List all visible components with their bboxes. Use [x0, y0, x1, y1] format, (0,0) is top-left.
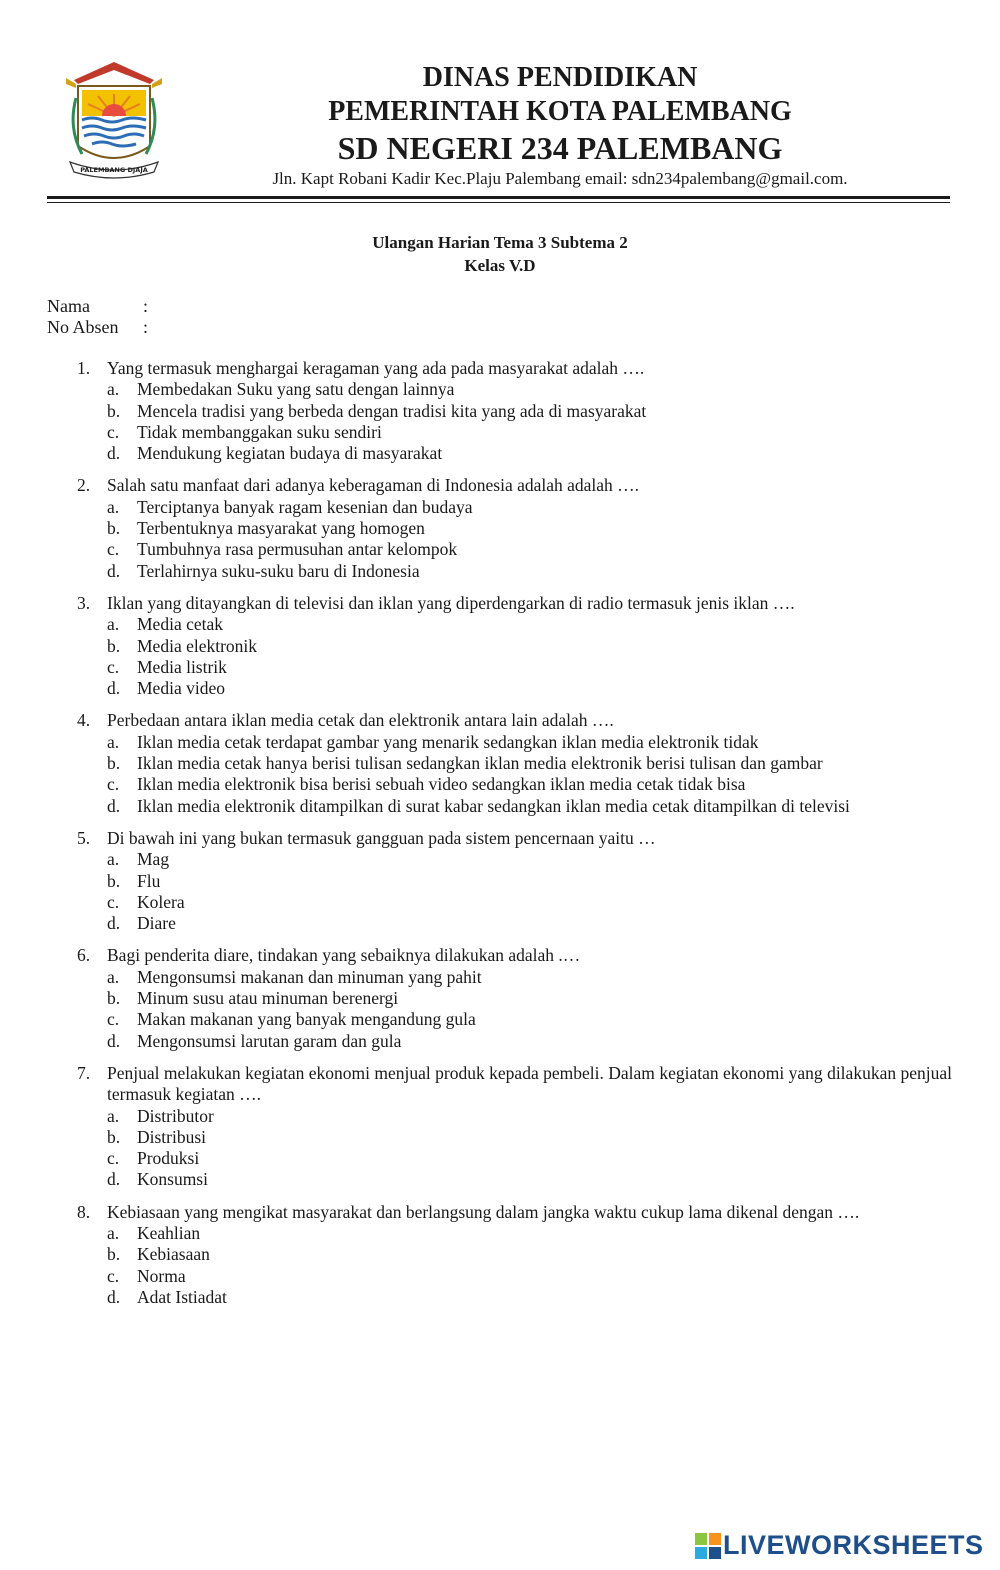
- option-c[interactable]: [77, 657, 952, 678]
- option-text: Tidak membanggakan suku sendiri: [137, 421, 382, 442]
- option-c[interactable]: [77, 1148, 952, 1169]
- option-letter: c.: [107, 891, 120, 912]
- liveworksheets-brand[interactable]: [695, 1530, 984, 1561]
- exam-title: Ulangan Harian Tema 3 Subtema 2: [372, 233, 628, 252]
- question-text: Bagi penderita diare, tindakan yang sebaiknya dilakukan adalah .…: [107, 945, 581, 966]
- option-letter: d.: [107, 1286, 121, 1307]
- option-a[interactable]: [77, 614, 952, 635]
- option-b[interactable]: [77, 401, 952, 422]
- option-text: Mag: [137, 849, 170, 870]
- option-text: Minum susu atau minuman berenergi: [137, 988, 399, 1009]
- option-text: Makan makanan yang banyak mengandung gula: [137, 1009, 476, 1030]
- option-d[interactable]: [77, 678, 952, 699]
- agency-title: DINAS PENDIDIKAN: [422, 62, 698, 93]
- option-letter: c.: [107, 1148, 120, 1169]
- option-b[interactable]: [77, 518, 952, 539]
- name-colon: :: [143, 296, 149, 316]
- option-letter: a.: [107, 1222, 120, 1243]
- option-c[interactable]: [77, 422, 952, 443]
- option-letter: d.: [107, 443, 121, 464]
- option-text: Media video: [137, 678, 225, 699]
- absen-field: [47, 317, 148, 338]
- option-text: Tumbuhnya rasa permusuhan antar kelompok: [137, 539, 458, 560]
- option-letter: d.: [107, 795, 121, 816]
- svg-text:PALEMBANG DJAJA: PALEMBANG DJAJA: [80, 166, 148, 174]
- absen-colon: :: [143, 317, 149, 337]
- question-number: 6.: [77, 945, 91, 966]
- liveworksheets-logo-icon: [695, 1533, 721, 1559]
- option-text: Iklan media cetak hanya berisi tulisan sedangkan iklan media elektronik berisi tulisan dan gambar: [137, 753, 823, 774]
- option-b[interactable]: [77, 988, 952, 1009]
- question-4: [77, 710, 952, 816]
- question-8: [77, 1202, 952, 1308]
- name-label: Nama: [47, 296, 90, 316]
- option-c[interactable]: [77, 774, 952, 795]
- option-b[interactable]: [77, 1127, 952, 1148]
- school-name: SD NEGERI 234 PALEMBANG: [337, 130, 783, 166]
- option-d[interactable]: [77, 796, 952, 817]
- option-a[interactable]: [77, 732, 952, 753]
- option-letter: a.: [107, 849, 120, 870]
- option-letter: b.: [107, 635, 121, 656]
- option-d[interactable]: [77, 561, 952, 582]
- question-7: [77, 1063, 952, 1191]
- option-c[interactable]: [77, 539, 952, 560]
- header-divider-thin: [47, 202, 950, 203]
- option-a[interactable]: [77, 497, 952, 518]
- option-text: Produksi: [137, 1148, 200, 1169]
- option-text: Media cetak: [137, 614, 223, 635]
- question-number: 5.: [77, 827, 91, 848]
- option-b[interactable]: [77, 1244, 952, 1265]
- option-text: Media listrik: [137, 656, 227, 677]
- option-text: Iklan media cetak terdapat gambar yang menarik sedangkan iklan media elektronik tidak: [137, 731, 759, 752]
- question-number: 1.: [77, 358, 91, 378]
- question-3: [77, 593, 952, 699]
- question-text: Yang termasuk menghargai keragaman yang ada pada masyarakat adalah ….: [107, 358, 645, 378]
- option-text: Mengonsumsi makanan dan minuman yang pahit: [137, 966, 482, 987]
- option-a[interactable]: [77, 379, 952, 400]
- palembang-city-emblem: [62, 58, 166, 186]
- option-text: Terbentuknya masyarakat yang homogen: [137, 518, 425, 539]
- option-d[interactable]: [77, 1169, 952, 1190]
- option-letter: b.: [107, 400, 121, 421]
- option-letter: c.: [107, 656, 120, 677]
- option-text: Keahlian: [137, 1222, 201, 1243]
- question-list: [77, 358, 952, 1319]
- option-text: Flu: [137, 870, 161, 891]
- option-text: Kebiasaan: [137, 1244, 210, 1265]
- liveworksheets-wordmark: LIVEWORKSHEETS: [723, 1530, 984, 1560]
- option-d[interactable]: [77, 913, 952, 934]
- question-number: 8.: [77, 1201, 91, 1222]
- question-text: Salah satu manfaat dari adanya keberagaman di Indonesia adalah adalah ….: [107, 475, 640, 496]
- option-letter: b.: [107, 988, 121, 1009]
- option-text: Mengonsumsi larutan garam dan gula: [137, 1030, 402, 1051]
- absen-label: No Absen: [47, 317, 119, 337]
- option-text: Distribusi: [137, 1126, 207, 1147]
- question-text: Iklan yang ditayangkan di televisi dan iklan yang diperdengarkan di radio termasuk jenis iklan ….: [107, 592, 795, 613]
- option-d[interactable]: [77, 1287, 952, 1308]
- header-divider-thick: [47, 196, 950, 199]
- option-text: Terlahirnya suku-suku baru di Indonesia: [137, 560, 420, 581]
- question-text: Kebiasaan yang mengikat masyarakat dan berlangsung dalam jangka waktu cukup lama dikenal dengan ….: [107, 1201, 860, 1222]
- option-text: Iklan media elektronik ditampilkan di surat kabar sedangkan iklan media cetak ditampilkan di televisi: [137, 795, 850, 816]
- option-b[interactable]: [77, 636, 952, 657]
- option-text: Distributor: [137, 1105, 214, 1126]
- option-text: Mendukung kegiatan budaya di masyarakat: [137, 443, 443, 464]
- option-b[interactable]: [77, 753, 952, 774]
- question-text: Penjual melakukan kegiatan ekonomi menjual produk kepada pembeli. Dalam kegiatan ekonomi yang dilakukan penjual termasuk kegiatan ….: [107, 1062, 952, 1105]
- option-letter: c.: [107, 774, 120, 795]
- option-c[interactable]: [77, 1009, 952, 1030]
- question-number: 7.: [77, 1062, 91, 1083]
- option-text: Media elektronik: [137, 635, 258, 656]
- option-letter: d.: [107, 560, 121, 581]
- option-text: Mencela tradisi yang berbeda dengan tradisi kita yang ada di masyarakat: [137, 400, 647, 421]
- option-a[interactable]: [77, 1223, 952, 1244]
- option-letter: d.: [107, 1030, 121, 1051]
- option-letter: a.: [107, 966, 120, 987]
- option-d[interactable]: [77, 443, 952, 464]
- option-letter: a.: [107, 731, 120, 752]
- option-c[interactable]: [77, 892, 952, 913]
- option-text: Norma: [137, 1265, 186, 1286]
- question-number: 2.: [77, 475, 91, 496]
- option-letter: a.: [107, 496, 120, 517]
- option-text: Adat Istiadat: [137, 1286, 227, 1307]
- question-5: [77, 828, 952, 934]
- option-b[interactable]: [77, 871, 952, 892]
- option-letter: c.: [107, 539, 120, 560]
- option-letter: b.: [107, 1244, 121, 1265]
- option-text: Terciptanya banyak ragam kesenian dan budaya: [137, 496, 473, 517]
- option-letter: b.: [107, 870, 121, 891]
- option-text: Diare: [137, 913, 176, 934]
- option-text: Kolera: [137, 891, 185, 912]
- option-letter: b.: [107, 753, 121, 774]
- question-2: [77, 475, 952, 581]
- question-6: [77, 945, 952, 1051]
- option-letter: a.: [107, 1105, 120, 1126]
- option-c[interactable]: [77, 1266, 952, 1287]
- option-letter: c.: [107, 1009, 120, 1030]
- option-letter: c.: [107, 1265, 120, 1286]
- option-letter: d.: [107, 913, 121, 934]
- school-address: Jln. Kapt Robani Kadir Kec.Plaju Palembang email: sdn234palembang@gmail.com.: [272, 169, 848, 188]
- option-a[interactable]: [77, 1106, 952, 1127]
- question-number: 3.: [77, 592, 91, 613]
- question-number: 4.: [77, 710, 91, 731]
- option-text: Iklan media elektronik bisa berisi sebuah video sedangkan iklan media cetak tidak bisa: [137, 774, 746, 795]
- government-title: PEMERINTAH KOTA PALEMBANG: [328, 96, 792, 127]
- option-d[interactable]: [77, 1031, 952, 1052]
- option-letter: d.: [107, 678, 121, 699]
- option-letter: b.: [107, 518, 121, 539]
- question-1: [77, 358, 952, 464]
- option-a[interactable]: [77, 967, 952, 988]
- question-text: Perbedaan antara iklan media cetak dan elektronik antara lain adalah ….: [107, 710, 614, 731]
- option-text: Membedakan Suku yang satu dengan lainnya: [137, 379, 455, 400]
- name-field: [47, 296, 148, 317]
- question-text: Di bawah ini yang bukan termasuk gangguan pada sistem pencernaan yaitu …: [107, 827, 656, 848]
- option-letter: a.: [107, 614, 120, 635]
- option-letter: a.: [107, 379, 120, 400]
- option-letter: b.: [107, 1126, 121, 1147]
- option-a[interactable]: [77, 849, 952, 870]
- option-letter: d.: [107, 1169, 121, 1190]
- option-text: Konsumsi: [137, 1169, 208, 1190]
- option-letter: c.: [107, 421, 120, 442]
- class-title: Kelas V.D: [464, 256, 536, 275]
